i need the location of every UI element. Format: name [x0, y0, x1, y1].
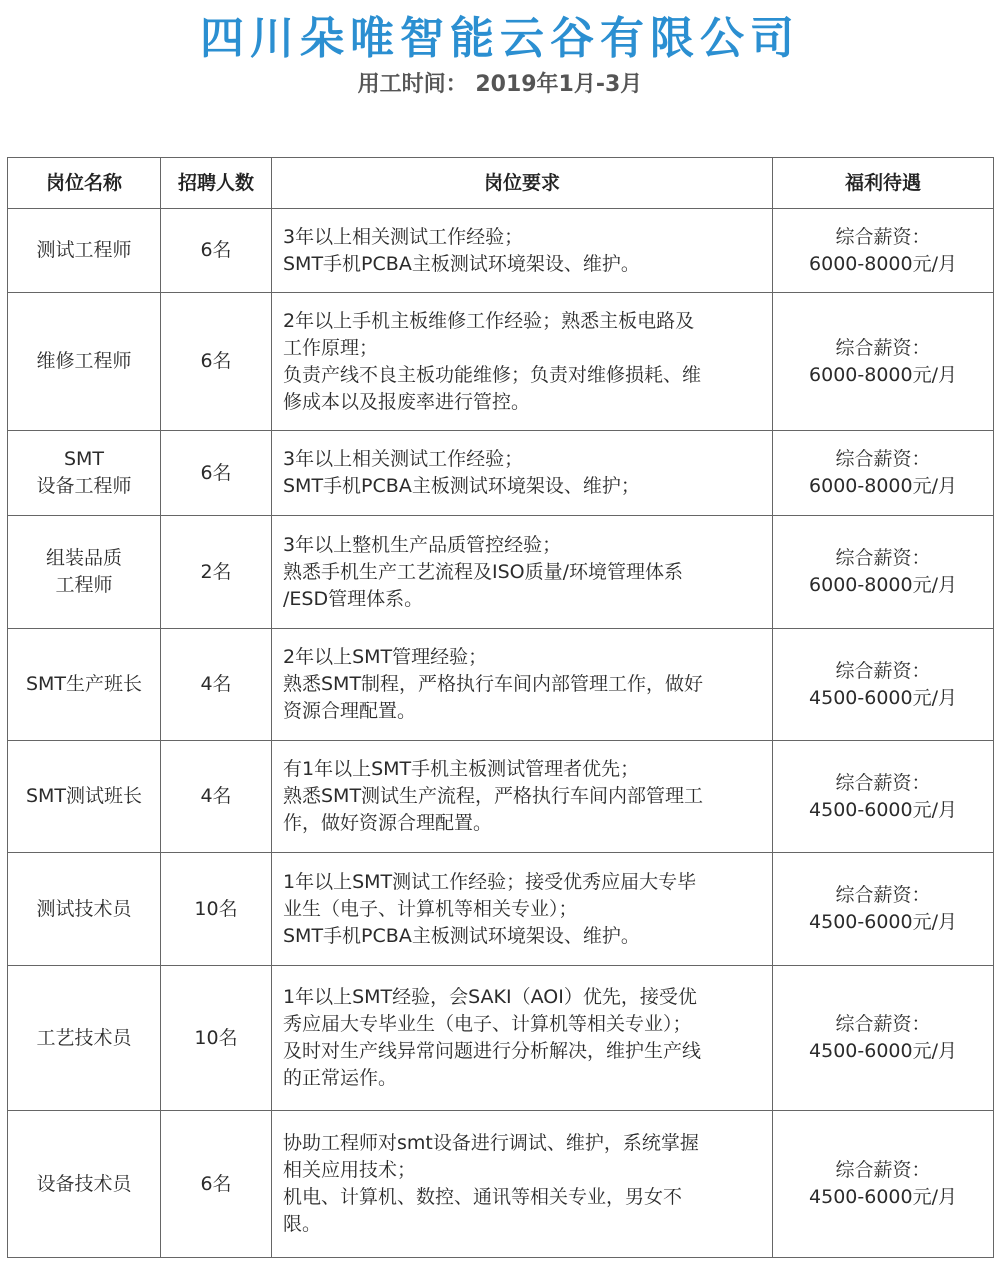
- benefit-line: 综合薪资：: [835, 659, 931, 682]
- requirement-line: 秀应届大专毕业生（电子、计算机等相关专业）；: [283, 1013, 692, 1035]
- requirements-cell: [272, 1111, 773, 1258]
- benefits-cell: [773, 629, 994, 741]
- column-header-requirements: 岗位要求: [272, 158, 773, 209]
- requirements-cell: [272, 741, 773, 853]
- table-row: [8, 431, 994, 516]
- position-name-cell: [8, 629, 161, 741]
- benefit-line: 综合薪资：: [835, 336, 931, 359]
- requirement-line: SMT手机PCBA主板测试环境架设、维护。: [283, 924, 640, 947]
- requirement-line: 3年以上相关测试工作经验；: [283, 225, 524, 248]
- requirement-line: 作，做好资源合理配置。: [283, 812, 493, 834]
- benefits-cell: [773, 431, 994, 516]
- table-row: [8, 209, 994, 293]
- table-row: [8, 966, 994, 1111]
- benefit-line: 4500-6000元/月: [809, 686, 957, 709]
- table-row: [8, 741, 994, 853]
- requirements-cell: [272, 853, 773, 966]
- benefits-cell: [773, 853, 994, 966]
- company-title: 四川朵唯智能云谷有限公司: [200, 13, 800, 64]
- benefits-cell: [773, 293, 994, 431]
- benefit-line: 4500-6000元/月: [809, 911, 957, 933]
- headcount-cell: 10名: [161, 853, 272, 966]
- position-name: 工程师: [55, 574, 113, 596]
- job-rows: [8, 209, 994, 1258]
- requirement-line: 3年以上相关测试工作经验；: [283, 448, 524, 470]
- requirement-line: 有1年以上SMT手机主板测试管理者优先；: [283, 758, 640, 780]
- requirements-cell: [272, 966, 773, 1111]
- requirement-line: 及时对生产线异常问题进行分析解决，维护生产线: [283, 1040, 702, 1062]
- requirement-line: 限。: [283, 1213, 322, 1235]
- position-name: 组装品质: [45, 547, 122, 569]
- requirement-line: 工作原理；: [283, 336, 379, 359]
- benefit-line: 综合薪资：: [835, 1159, 931, 1181]
- requirement-line: 相关应用技术；: [283, 1159, 417, 1181]
- requirement-line: 修成本以及报废率进行管控。: [283, 390, 531, 413]
- position-name: SMT生产班长: [25, 673, 143, 695]
- table-header-row: [8, 158, 994, 209]
- requirement-line: 的正常运作。: [283, 1067, 398, 1089]
- position-name: 测试工程师: [36, 239, 132, 261]
- table-row: [8, 629, 994, 741]
- headcount-cell: 10名: [161, 966, 272, 1111]
- requirement-line: SMT手机PCBA主板测试环境架设、维护；: [283, 475, 640, 497]
- position-name-cell: [8, 966, 161, 1111]
- position-name: SMT测试班长: [25, 785, 143, 807]
- requirement-line: /ESD管理体系。: [283, 587, 424, 610]
- requirement-line: 2年以上SMT管理经验；: [283, 646, 488, 668]
- benefits-cell: [773, 516, 994, 629]
- requirement-line: 1年以上SMT测试工作经验；接受优秀应届大专毕: [283, 870, 697, 893]
- requirement-line: SMT手机PCBA主板测试环境架设、维护。: [283, 252, 640, 275]
- table-row: [8, 293, 994, 431]
- requirement-line: 1年以上SMT经验，会SAKI（AOI）优先，接受优: [283, 986, 697, 1008]
- benefits-cell: [773, 209, 994, 293]
- position-name: 维修工程师: [36, 350, 132, 372]
- requirement-line: 3年以上整机生产品质管控经验；: [283, 533, 562, 556]
- requirement-line: 资源合理配置。: [283, 700, 417, 722]
- benefit-line: 6000-8000元/月: [809, 363, 957, 386]
- headcount-cell: 6名: [161, 293, 272, 431]
- requirements-cell: [272, 516, 773, 629]
- benefit-line: 4500-6000元/月: [809, 798, 957, 821]
- benefit-line: 综合薪资：: [835, 1013, 931, 1035]
- requirement-line: 业生（电子、计算机等相关专业）；: [283, 897, 578, 920]
- benefit-line: 综合薪资：: [835, 547, 931, 569]
- position-name: 设备工程师: [36, 475, 132, 497]
- requirement-line: 熟悉SMT测试生产流程，严格执行车间内部管理工: [283, 785, 704, 807]
- requirement-line: 熟悉SMT制程，严格执行车间内部管理工作，做好: [283, 673, 704, 695]
- benefit-line: 6000-8000元/月: [809, 252, 957, 275]
- column-header-position: 岗位名称: [8, 158, 161, 209]
- requirement-line: 熟悉手机生产工艺流程及ISO质量/环境管理体系: [283, 560, 684, 583]
- benefits-cell: [773, 741, 994, 853]
- benefits-cell: [773, 966, 994, 1111]
- requirements-cell: [272, 629, 773, 741]
- headcount-cell: 6名: [161, 431, 272, 516]
- position-name-cell: [8, 209, 161, 293]
- position-name-cell: [8, 431, 161, 516]
- benefit-line: 6000-8000元/月: [809, 475, 957, 497]
- headcount-cell: 6名: [161, 1111, 272, 1258]
- benefit-line: 4500-6000元/月: [809, 1186, 957, 1208]
- position-name-cell: [8, 293, 161, 431]
- requirements-cell: [272, 431, 773, 516]
- table-row: [8, 1111, 994, 1258]
- requirement-line: 机电、计算机、数控、通讯等相关专业，男女不: [283, 1186, 683, 1208]
- requirement-line: 负责产线不良主板功能维修；负责对维修损耗、维: [283, 363, 702, 386]
- column-header-benefits: 福利待遇: [773, 158, 994, 209]
- benefits-cell: [773, 1111, 994, 1258]
- benefit-line: 综合薪资：: [835, 225, 931, 248]
- benefit-line: 综合薪资：: [835, 884, 931, 906]
- requirement-line: 协助工程师对smt设备进行调试、维护，系统掌握: [283, 1132, 699, 1154]
- headcount-cell: 2名: [161, 516, 272, 629]
- position-name: SMT: [63, 448, 105, 470]
- position-name: 设备技术员: [36, 1172, 132, 1195]
- headcount-cell: 4名: [161, 629, 272, 741]
- requirements-cell: [272, 293, 773, 431]
- headcount-cell: 4名: [161, 741, 272, 853]
- position-name: 工艺技术员: [36, 1026, 132, 1049]
- benefit-line: 6000-8000元/月: [809, 574, 957, 596]
- position-name: 测试技术员: [36, 897, 132, 920]
- position-name-cell: [8, 741, 161, 853]
- benefit-line: 4500-6000元/月: [809, 1040, 957, 1062]
- employment-period: 用工时间： 2019年1月-3月: [357, 72, 643, 97]
- position-name-cell: [8, 1111, 161, 1258]
- benefit-line: 综合薪资：: [835, 771, 931, 794]
- headcount-cell: 6名: [161, 209, 272, 293]
- table-row: [8, 853, 994, 966]
- benefit-line: 综合薪资：: [835, 448, 931, 470]
- table-row: [8, 516, 994, 629]
- requirements-cell: [272, 209, 773, 293]
- position-name-cell: [8, 516, 161, 629]
- requirement-line: 2年以上手机主板维修工作经验；熟悉主板电路及: [283, 309, 695, 332]
- column-header-headcount: 招聘人数: [161, 158, 272, 209]
- job-table: [7, 157, 994, 1258]
- position-name-cell: [8, 853, 161, 966]
